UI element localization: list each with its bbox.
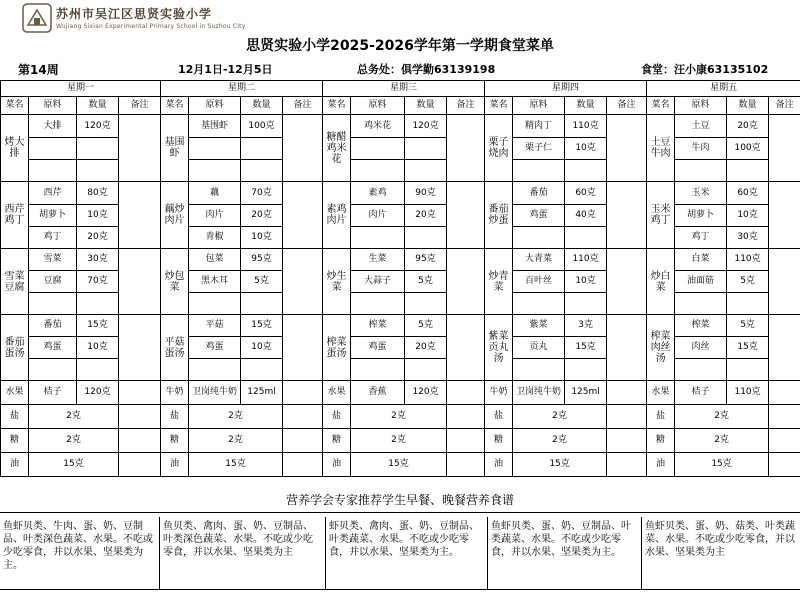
ingredient: 鸡蛋: [351, 337, 405, 359]
note: [447, 381, 485, 405]
quantity: 40克: [565, 205, 607, 227]
ingredient: 鸡蛋: [189, 337, 241, 359]
ingredient: 基围虾: [189, 115, 241, 138]
note: [769, 315, 800, 381]
note: [119, 115, 161, 182]
col-dish-header: 菜名: [323, 97, 351, 115]
note: [769, 182, 800, 249]
ingredient: [675, 359, 727, 381]
note: [119, 429, 161, 453]
quantity: 10克: [565, 271, 607, 293]
quantity: 10克: [77, 337, 119, 359]
note: [769, 405, 800, 429]
col-note-header[interactable]: 备注: [119, 97, 161, 115]
ingredient: [189, 138, 241, 160]
quantity: 110克: [565, 249, 607, 271]
week-label: 第14周: [18, 63, 59, 77]
note: [447, 429, 485, 453]
quantity: 100克: [241, 115, 283, 138]
ingredient: 鸡蛋: [513, 205, 565, 227]
dish-name: 糖醋鸡米花: [323, 115, 351, 182]
note: [447, 115, 485, 182]
extra-quantity: 120克: [405, 381, 447, 405]
note: [447, 249, 485, 315]
note: [283, 453, 323, 477]
ingredient: 肉丝: [675, 337, 727, 359]
note: [283, 405, 323, 429]
ingredient: 大青菜: [513, 249, 565, 271]
ingredient: 白菜: [675, 249, 727, 271]
condiment-name: 盐: [161, 405, 189, 429]
page-title: 思贤实验小学2025-2026学年第一学期食堂菜单: [246, 38, 554, 54]
ingredient: [189, 293, 241, 315]
ingredient: 鸡蛋: [29, 337, 77, 359]
dish-name: 榨菜蛋汤: [323, 315, 351, 381]
condiment-name: 盐: [647, 405, 675, 429]
dish-name: 西芹鸡丁: [1, 182, 29, 249]
nutrition-title: 营养学会专家推荐学生早餐、晚餐营养食谱: [285, 493, 514, 507]
day-header: 星期一: [1, 81, 161, 97]
note: [119, 381, 161, 405]
quantity: [241, 359, 283, 381]
ingredient: 肉片: [189, 205, 241, 227]
nutrition-tip: 鱼贝类、禽肉、蛋、奶、豆制品、叶类深色蔬菜、水果。不吃或少吃零食，并以水果、坚果类为主: [160, 517, 326, 589]
condiment-name: 油: [323, 453, 351, 477]
extra-ingredient: 桔子: [675, 381, 727, 405]
col-note-header: 备注: [607, 97, 647, 115]
quantity: [727, 293, 769, 315]
ingredient: 生菜: [351, 249, 405, 271]
quantity: 10克: [565, 138, 607, 160]
quantity: 3克: [565, 315, 607, 337]
col-ingredient-header: 原料: [351, 97, 405, 115]
note: [607, 381, 647, 405]
col-dish-header: 菜名: [161, 97, 189, 115]
note: [607, 249, 647, 315]
ingredient: [29, 160, 77, 182]
ingredient: [513, 160, 565, 182]
extra-ingredient: 桔子: [29, 381, 77, 405]
col-quantity-header: 数量: [405, 97, 447, 115]
note: [119, 453, 161, 477]
ingredient: 大蒜子: [351, 271, 405, 293]
ingredient: [513, 227, 565, 249]
canteen-contact: 食堂：汪小康63135102: [641, 63, 769, 76]
condiment-quantity: 15克: [351, 453, 447, 477]
school-name-en: Wujiang Sixian Experimental Primary School in Suzhou City: [56, 23, 246, 30]
ingredient: 油面筋: [675, 271, 727, 293]
dish-name: 紫菜贡丸汤: [485, 315, 513, 381]
quantity: 30克: [77, 249, 119, 271]
note: [283, 115, 323, 182]
condiment-quantity: 2克: [29, 405, 119, 429]
condiment-quantity: 2克: [513, 429, 607, 453]
condiment-quantity: 2克: [513, 405, 607, 429]
dish-name: 玉米鸡丁: [647, 182, 675, 249]
quantity: 5克: [241, 271, 283, 293]
note: [769, 115, 800, 182]
ingredient: 榨菜: [675, 315, 727, 337]
ingredient: 胡萝卜: [29, 205, 77, 227]
col-ingredient-header: 原料: [675, 97, 727, 115]
quantity: [77, 293, 119, 315]
quantity: 100克: [727, 138, 769, 160]
quantity: 10克: [727, 205, 769, 227]
quantity: [405, 293, 447, 315]
ingredient: 鸡米花: [351, 115, 405, 138]
condiment-quantity: 15克: [29, 453, 119, 477]
ingredient: 大排: [29, 115, 77, 138]
quantity: [727, 160, 769, 182]
note: [447, 405, 485, 429]
quantity: [405, 138, 447, 160]
quantity: 20克: [241, 205, 283, 227]
condiment-name: 糖: [485, 429, 513, 453]
dish-name: 炒生菜: [323, 249, 351, 315]
col-note-header: 备注: [769, 97, 800, 115]
ingredient: 黑木耳: [189, 271, 241, 293]
extra-ingredient: 香蕉: [351, 381, 405, 405]
quantity: 5克: [727, 271, 769, 293]
col-ingredient-header: 原料: [29, 97, 77, 115]
menu-table: [0, 80, 800, 477]
extra-quantity: 120克: [77, 381, 119, 405]
ingredient: [351, 227, 405, 249]
ingredient: [189, 359, 241, 381]
condiment-quantity: 15克: [513, 453, 607, 477]
col-note-header: 备注: [283, 97, 323, 115]
dish-name: 烤大排: [1, 115, 29, 182]
ingredient: 肉片: [351, 205, 405, 227]
dish-name: 栗子烧肉: [485, 115, 513, 182]
quantity: [405, 359, 447, 381]
ingredient: [189, 160, 241, 182]
quantity: 20克: [727, 115, 769, 138]
ingredient: [351, 138, 405, 160]
extra-dish: 水果: [1, 381, 29, 405]
ingredient: 素鸡: [351, 182, 405, 205]
extra-dish: 牛奶: [161, 381, 189, 405]
ingredient: 贡丸: [513, 337, 565, 359]
day-header: 星期二: [161, 81, 323, 97]
extra-ingredient: 卫岗纯牛奶: [513, 381, 565, 405]
note: [283, 429, 323, 453]
quantity: 70克: [77, 271, 119, 293]
nutrition-tips: [0, 517, 800, 589]
condiment-quantity: 2克: [351, 405, 447, 429]
quantity: 20克: [405, 337, 447, 359]
quantity: [565, 160, 607, 182]
note: [447, 453, 485, 477]
note: [447, 182, 485, 249]
quantity: 60克: [727, 182, 769, 205]
ingredient: [351, 160, 405, 182]
dish-name: 基围虾: [161, 115, 189, 182]
ingredient: [513, 359, 565, 381]
ingredient: 玉米: [675, 182, 727, 205]
note: [283, 381, 323, 405]
quantity: [77, 138, 119, 160]
quantity: [77, 160, 119, 182]
note: [607, 405, 647, 429]
ingredient: 百叶丝: [513, 271, 565, 293]
dish-name: 番茄炒蛋: [485, 182, 513, 249]
header: [0, 0, 800, 36]
info-bar: [0, 58, 800, 78]
quantity: 10克: [241, 337, 283, 359]
quantity: [405, 160, 447, 182]
dish-name: 炒白菜: [647, 249, 675, 315]
school-logo-icon: [22, 3, 52, 33]
ingredient: 鸡丁: [29, 227, 77, 249]
quantity: [405, 227, 447, 249]
quantity: 80克: [77, 182, 119, 205]
condiment-quantity: 2克: [29, 429, 119, 453]
note: [607, 182, 647, 249]
ingredient: 鸡丁: [675, 227, 727, 249]
ingredient: [29, 138, 77, 160]
quantity: [565, 359, 607, 381]
quantity: 10克: [77, 205, 119, 227]
dish-name: 雪菜豆腐: [1, 249, 29, 315]
ingredient: 榨菜: [351, 315, 405, 337]
note: [607, 429, 647, 453]
ingredient: 胡萝卜: [675, 205, 727, 227]
dish-name: 平菇蛋汤: [161, 315, 189, 381]
quantity: 95克: [241, 249, 283, 271]
quantity: 20克: [77, 227, 119, 249]
dish-name: 番茄蛋汤: [1, 315, 29, 381]
quantity: 70克: [241, 182, 283, 205]
col-dish-header: 菜名: [647, 97, 675, 115]
ingredient: [675, 293, 727, 315]
note: [119, 249, 161, 315]
note: [607, 115, 647, 182]
nutrition-tip: 鱼虾贝类、蛋、奶、豆制品、叶类蔬菜、水果。不吃或少吃零食，并以水果、坚果类为主。: [488, 517, 642, 589]
quantity: [241, 293, 283, 315]
note: [119, 405, 161, 429]
condiment-quantity: 15克: [675, 453, 769, 477]
ingredient: 栗子仁: [513, 138, 565, 160]
nutrition-tip: 鱼虾贝类、蛋、奶、菇类、叶类蔬菜、水果。不吃或少吃零食，并以水果、坚果类为主: [645, 521, 795, 558]
col-quantity-header: 数量: [241, 97, 283, 115]
quantity: 120克: [77, 115, 119, 138]
quantity: [77, 359, 119, 381]
col-dish-header: 菜名: [1, 97, 29, 115]
condiment-name: 油: [1, 453, 29, 477]
col-quantity-header: 数量: [727, 97, 769, 115]
note: [283, 249, 323, 315]
dish-name: 土豆牛肉: [647, 115, 675, 182]
quantity: [565, 227, 607, 249]
condiment-quantity: 2克: [189, 429, 283, 453]
quantity: 30克: [727, 227, 769, 249]
quantity: 10克: [241, 227, 283, 249]
note: [119, 315, 161, 381]
quantity: 20克: [405, 205, 447, 227]
note: [283, 182, 323, 249]
condiment-quantity: 2克: [675, 405, 769, 429]
dish-name: 炒青菜: [485, 249, 513, 315]
extra-quantity: 125ml: [565, 381, 607, 405]
note: [769, 249, 800, 315]
note: [447, 315, 485, 381]
dish-name: 藕炒肉片: [161, 182, 189, 249]
school-name: 苏州市吴江区思贤实验小学: [56, 7, 213, 21]
condiment-name: 糖: [161, 429, 189, 453]
ingredient: 番茄: [513, 182, 565, 205]
quantity: 110克: [727, 249, 769, 271]
quantity: 95克: [405, 249, 447, 271]
note: [607, 315, 647, 381]
extra-dish: 水果: [647, 381, 675, 405]
nutrition-tip: 鱼虾贝类、牛肉、蛋、奶、豆制品、叶类深色蔬菜、水果。不吃或少吃零食，并以水果、坚果类为主。: [0, 517, 160, 589]
quantity: 5克: [405, 271, 447, 293]
condiment-name: 糖: [647, 429, 675, 453]
quantity: 15克: [727, 337, 769, 359]
ingredient: [29, 359, 77, 381]
quantity: 15克: [241, 315, 283, 337]
col-ingredient-header: 原料: [513, 97, 565, 115]
quantity: [241, 160, 283, 182]
col-ingredient-header: 原料: [189, 97, 241, 115]
condiment-name: 油: [485, 453, 513, 477]
condiment-name: 盐: [485, 405, 513, 429]
quantity: 90克: [405, 182, 447, 205]
ingredient: 雪菜: [29, 249, 77, 271]
condiment-quantity: 2克: [675, 429, 769, 453]
extra-dish: 牛奶: [485, 381, 513, 405]
quantity: [565, 293, 607, 315]
col-quantity-header: 数量: [77, 97, 119, 115]
ingredient: 番茄: [29, 315, 77, 337]
extra-ingredient: 卫岗纯牛奶: [189, 381, 241, 405]
ingredient: [29, 293, 77, 315]
condiment-name: 盐: [323, 405, 351, 429]
ingredient: 藕: [189, 182, 241, 205]
dish-name: 炒包菜: [161, 249, 189, 315]
note: [119, 182, 161, 249]
condiment-name: 糖: [323, 429, 351, 453]
office-contact: 总务处：俱学勤63139198: [357, 63, 496, 76]
ingredient: 豆腐: [29, 271, 77, 293]
quantity: [241, 138, 283, 160]
day-header: 星期三: [323, 81, 485, 97]
quantity: 5克: [405, 315, 447, 337]
dish-name: 榨菜肉丝汤: [647, 315, 675, 381]
ingredient: 青椒: [189, 227, 241, 249]
quantity: 120克: [405, 115, 447, 138]
ingredient: 精肉丁: [513, 115, 565, 138]
col-dish-header: 菜名: [485, 97, 513, 115]
day-header: 星期五: [647, 81, 800, 97]
quantity: 5克: [727, 315, 769, 337]
dish-name: 素鸡肉片: [323, 182, 351, 249]
ingredient: 土豆: [675, 115, 727, 138]
ingredient: 包菜: [189, 249, 241, 271]
quantity: 15克: [565, 337, 607, 359]
ingredient: 牛肉: [675, 138, 727, 160]
note: [607, 453, 647, 477]
col-quantity-header: 数量: [565, 97, 607, 115]
day-header: 星期四: [485, 81, 647, 97]
quantity: 15克: [77, 315, 119, 337]
ingredient: [351, 359, 405, 381]
condiment-name: 糖: [1, 429, 29, 453]
quantity: 110克: [565, 115, 607, 138]
note: [769, 429, 800, 453]
quantity: 60克: [565, 182, 607, 205]
extra-dish: 水果: [323, 381, 351, 405]
condiment-quantity: 15克: [189, 453, 283, 477]
ingredient: 平菇: [189, 315, 241, 337]
condiment-name: 油: [161, 453, 189, 477]
col-note-header: 备注: [447, 97, 485, 115]
note: [769, 381, 800, 405]
quantity: [727, 359, 769, 381]
extra-quantity: 125ml: [241, 381, 283, 405]
note: [283, 315, 323, 381]
condiment-name: 盐: [1, 405, 29, 429]
nutrition-tip: 虾贝类、禽肉、蛋、奶、豆制品、叶类蔬菜、水果。不吃或少吃零食，并以水果、坚果类为主。: [326, 517, 488, 589]
date-range: 12月1日-12月5日: [178, 63, 273, 76]
ingredient: [675, 160, 727, 182]
condiment-quantity: 2克: [351, 429, 447, 453]
note: [769, 453, 800, 477]
ingredient: 西芹: [29, 182, 77, 205]
condiment-quantity: 2克: [189, 405, 283, 429]
ingredient: [513, 293, 565, 315]
ingredient: [351, 293, 405, 315]
ingredient: 紫菜: [513, 315, 565, 337]
condiment-name: 油: [647, 453, 675, 477]
extra-quantity: 110克: [727, 381, 769, 405]
